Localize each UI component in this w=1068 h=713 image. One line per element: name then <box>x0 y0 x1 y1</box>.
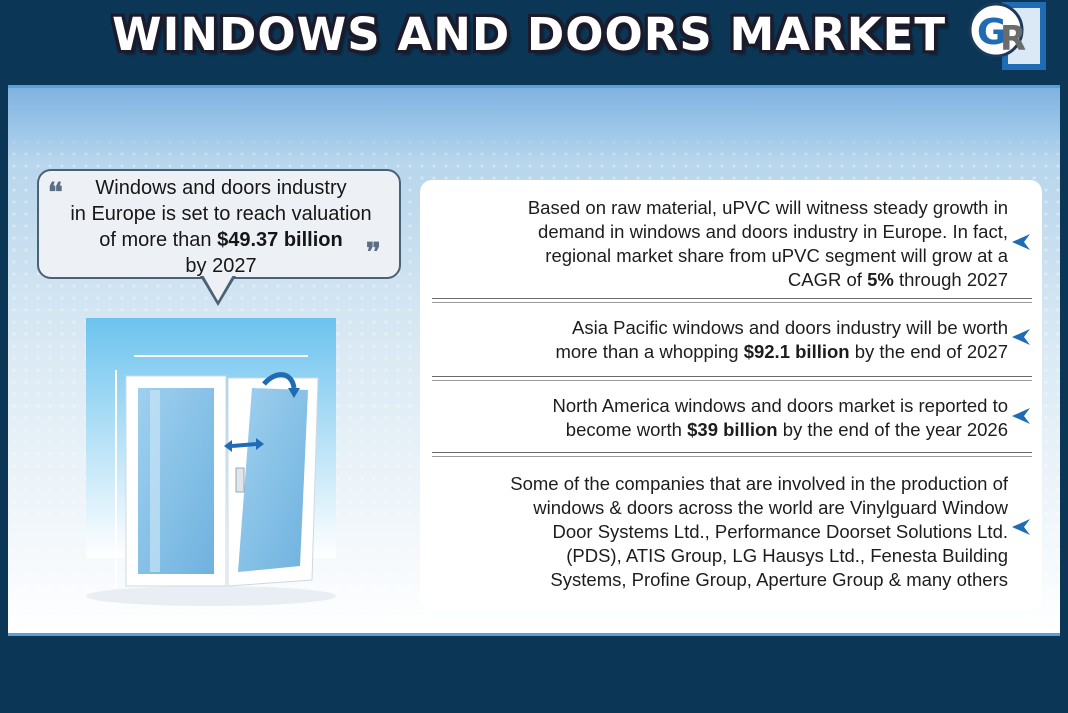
divider <box>432 380 1032 381</box>
divider <box>432 298 1032 299</box>
fact-2-line-1: Asia Pacific windows and doors industry will be worth <box>572 317 1008 338</box>
fact-item-2 <box>555 316 1008 364</box>
fact-2-line-2: more than a whopping <box>555 341 744 362</box>
fact-3-line-1: North America windows and doors market is reported to <box>552 395 1008 416</box>
fact-1-line-3: regional market share from uPVC segment will grow at a <box>545 245 1008 266</box>
fact-item-1 <box>528 196 1008 292</box>
fact-3-line-2: become worth <box>565 419 688 440</box>
quote-open-icon: ❛❛ <box>48 178 61 208</box>
bubble-tail-fill <box>203 275 233 301</box>
fact-4-line-1: Some of the companies that are involved in the production of <box>510 473 1008 494</box>
divider <box>432 376 1032 377</box>
fact-1-line-4-end: through 2027 <box>893 269 1008 290</box>
fact-4-line-5: Systems, Profine Group, Aperture Group & many others <box>550 569 1008 590</box>
window-illustration-icon <box>86 318 342 608</box>
header-band <box>8 88 1060 160</box>
divider <box>432 456 1032 457</box>
page-title: WINDOWS AND DOORS MARKET <box>112 8 947 61</box>
arrow-pointer-icon <box>1010 326 1032 348</box>
bubble-line-3: of more than <box>99 229 218 251</box>
divider <box>432 302 1032 303</box>
fact-1-line-2: demand in windows and doors industry in Europe. In fact, <box>538 221 1008 242</box>
fact-4-line-2: windows & doors across the world are Vinylguard Window <box>533 497 1008 518</box>
fact-item-3 <box>552 394 1008 442</box>
arrow-pointer-icon <box>1010 231 1032 253</box>
arrow-pointer-icon <box>1010 516 1032 538</box>
fact-3-value: $39 billion <box>687 419 778 440</box>
svg-text:G: G <box>977 12 1007 53</box>
fact-2-line-2-end: by the end of 2027 <box>849 341 1008 362</box>
bubble-value: $49.37 billion <box>217 229 343 251</box>
arrow-pointer-icon <box>1010 405 1032 427</box>
bubble-text <box>39 175 403 279</box>
divider <box>432 452 1032 453</box>
svg-text:R: R <box>1000 19 1027 59</box>
highlight-bubble <box>37 169 401 279</box>
gr-logo-icon <box>960 0 1050 74</box>
bubble-line-4: by 2027 <box>185 255 257 277</box>
fact-4-line-3: Door Systems Ltd., Performance Doorset Solutions Ltd. <box>552 521 1008 542</box>
fact-4-line-4: (PDS), ATIS Group, LG Hausys Ltd., Fenesta Building <box>566 545 1008 566</box>
fact-1-line-4: CAGR of <box>787 269 868 290</box>
fact-item-4 <box>510 472 1008 592</box>
fact-1-line-1: Based on raw material, uPVC will witness steady growth in <box>527 197 1008 218</box>
fact-2-value: $92.1 billion <box>743 341 850 362</box>
bubble-line-2: in Europe is set to reach valuation <box>70 203 372 225</box>
bubble-line-1: Windows and doors industry <box>95 177 347 199</box>
fact-3-line-2-end: by the end of the year 2026 <box>777 419 1008 440</box>
fact-1-value: 5% <box>867 269 894 290</box>
quote-close-icon: ❜❜ <box>366 238 379 268</box>
